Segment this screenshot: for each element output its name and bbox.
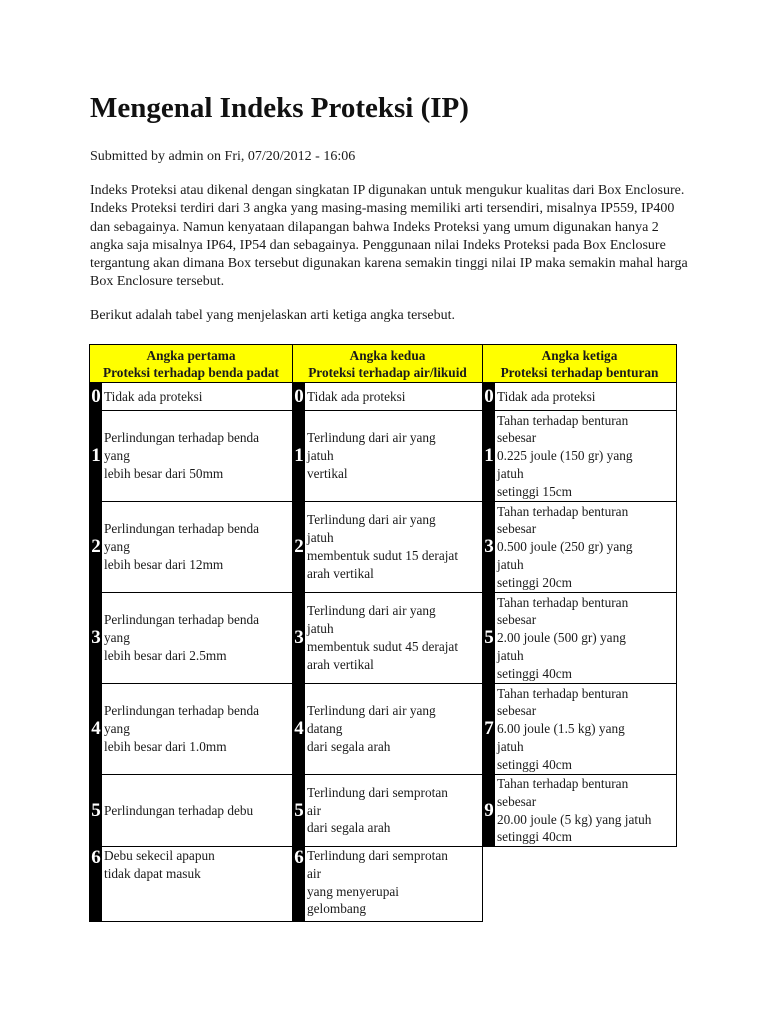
description-line: setinggi 40cm bbox=[497, 665, 572, 681]
cell-content bbox=[293, 411, 482, 501]
impact-protection-cell bbox=[483, 502, 677, 593]
table-row bbox=[90, 502, 677, 593]
header-first-digit bbox=[90, 345, 293, 383]
description-line: 0.225 joule (150 gr) yang bbox=[497, 448, 633, 464]
impact-protection-cell bbox=[483, 684, 677, 775]
cell-content bbox=[90, 847, 292, 921]
cell-content bbox=[483, 775, 676, 846]
description-line: Terlindung dari semprotan bbox=[307, 784, 448, 800]
digit-badge: 0 bbox=[483, 383, 495, 410]
digit-badge: 1 bbox=[293, 411, 305, 501]
cell-content bbox=[483, 411, 676, 501]
digit-badge: 3 bbox=[90, 593, 102, 683]
liquid-protection-cell bbox=[293, 383, 483, 411]
digit-badge: 1 bbox=[483, 411, 495, 501]
description-line: Perlindungan terhadap benda bbox=[104, 612, 260, 628]
description-line: jatuh bbox=[497, 738, 524, 754]
description-line: Terlindung dari air yang bbox=[307, 703, 436, 719]
description-line: Terlindung dari air yang bbox=[307, 603, 436, 619]
description bbox=[102, 502, 292, 592]
description-line: setinggi 40cm bbox=[497, 829, 572, 845]
description-line: Perlindungan terhadap benda bbox=[104, 703, 260, 719]
description-line: membentuk sudut 15 derajat bbox=[307, 548, 459, 563]
description-line: jatuh bbox=[497, 465, 524, 481]
table-lead-text: Berikut adalah tabel yang menjelaskan arti ketiga angka tersebut. bbox=[90, 308, 456, 323]
liquid-protection-cell bbox=[293, 684, 483, 775]
description-line: setinggi 40cm bbox=[497, 756, 572, 772]
empty-cell bbox=[483, 847, 677, 922]
description bbox=[305, 383, 482, 410]
digit-badge: 5 bbox=[90, 775, 102, 846]
description-line: sebesar bbox=[497, 430, 537, 446]
cell-content bbox=[293, 684, 482, 774]
digit-badge: 6 bbox=[293, 847, 305, 921]
description-line: tidak dapat masuk bbox=[104, 865, 201, 881]
digit-badge: 6 bbox=[90, 847, 102, 921]
description-line: dari segala arah bbox=[307, 820, 391, 836]
description-line: Tidak ada proteksi bbox=[307, 388, 406, 404]
cell-content bbox=[90, 383, 292, 410]
cell-content bbox=[293, 847, 482, 921]
digit-badge: 3 bbox=[483, 502, 495, 592]
description bbox=[495, 593, 676, 683]
table-row bbox=[90, 847, 677, 922]
impact-protection-cell bbox=[483, 383, 677, 411]
digit-badge: 4 bbox=[90, 684, 102, 774]
description-line: setinggi 15cm bbox=[497, 483, 572, 499]
digit-badge: 2 bbox=[90, 502, 102, 592]
description-line: Debu sekecil apapun bbox=[104, 848, 215, 863]
table-row bbox=[90, 684, 677, 775]
description-line: jatuh bbox=[307, 621, 334, 637]
table-row bbox=[90, 383, 677, 411]
description-line: sebesar bbox=[497, 612, 537, 628]
description-line: 2.00 joule (500 gr) yang bbox=[497, 630, 626, 646]
solid-protection-cell bbox=[90, 775, 293, 847]
description bbox=[102, 684, 292, 774]
cell-content bbox=[483, 593, 676, 683]
description-line: Tidak ada proteksi bbox=[497, 388, 596, 404]
cell-content bbox=[90, 684, 292, 774]
liquid-protection-cell bbox=[293, 775, 483, 847]
description-line: jatuh bbox=[497, 556, 524, 572]
description bbox=[495, 502, 676, 592]
description-line: vertikal bbox=[307, 465, 348, 481]
description-line: Tahan terhadap benturan bbox=[497, 503, 629, 519]
description-line: yang menyerupai bbox=[307, 883, 399, 899]
description-line: lebih besar dari 1.0mm bbox=[104, 738, 227, 754]
digit-badge: 1 bbox=[90, 411, 102, 501]
description-line: air bbox=[307, 802, 322, 818]
description-line: lebih besar dari 2.5mm bbox=[104, 647, 227, 663]
description-line: Tahan terhadap benturan bbox=[497, 775, 629, 791]
description bbox=[305, 775, 482, 846]
description-line: Terlindung dari air yang bbox=[307, 430, 436, 446]
page-title: Mengenal Indeks Proteksi (IP) bbox=[90, 92, 469, 124]
digit-badge: 0 bbox=[90, 383, 102, 410]
description bbox=[102, 775, 292, 846]
description-line: sebesar bbox=[497, 793, 537, 809]
cell-content bbox=[293, 383, 482, 410]
description-line: Terlindung dari semprotan bbox=[307, 848, 448, 863]
description-line: 6.00 joule (1.5 kg) yang bbox=[497, 721, 625, 737]
header-subtitle: Proteksi terhadap air/likuid bbox=[308, 365, 467, 380]
description-line: Tahan terhadap benturan bbox=[497, 685, 629, 701]
solid-protection-cell bbox=[90, 593, 293, 684]
intro-paragraph: Indeks Proteksi atau dikenal dengan singkatan IP digunakan untuk mengukur kualitas dari Box Enclosure. Indeks Proteksi terdiri dari 3 angka yang masing-masing memiliki arti tersendiri, misalnya IP559, IP400 dan sebagainya. Namun kenyataan dilapangan bahwa Indeks Proteksi yang umum digunakan hanya 2 angka saja misalnya IP64, IP54 dan sebagainya. Penggunaan nilai Indeks Proteksi pada Box Enclosure tergantung akan dimana Box tersebut digunakan karena semakin tinggi nilai IP maka semakin mahal harga Box Enclosure tersebut. bbox=[90, 183, 688, 290]
table-row bbox=[90, 593, 677, 684]
description bbox=[305, 502, 482, 592]
description bbox=[102, 383, 292, 410]
cell-content bbox=[90, 593, 292, 683]
cell-content bbox=[483, 383, 676, 410]
header-subtitle: Proteksi terhadap benda padat bbox=[103, 365, 279, 380]
description-line: Tahan terhadap benturan bbox=[497, 412, 629, 428]
liquid-protection-cell bbox=[293, 593, 483, 684]
description bbox=[102, 593, 292, 683]
submitted-info: Submitted by admin on Fri, 07/20/2012 - 16:06 bbox=[90, 149, 356, 164]
description-line: jatuh bbox=[307, 530, 334, 546]
cell-content bbox=[90, 502, 292, 592]
table-row bbox=[90, 411, 677, 502]
description-line: gelombang bbox=[307, 901, 367, 917]
description-line: jatuh bbox=[307, 448, 334, 464]
table-header-row bbox=[90, 345, 677, 383]
description-line: dari segala arah bbox=[307, 738, 391, 754]
header-subtitle: Proteksi terhadap benturan bbox=[500, 365, 659, 380]
description-line: air bbox=[307, 865, 322, 881]
description-line: jatuh bbox=[497, 647, 524, 663]
liquid-protection-cell bbox=[293, 411, 483, 502]
cell-content bbox=[90, 775, 292, 846]
digit-badge: 0 bbox=[293, 383, 305, 410]
description bbox=[495, 383, 676, 410]
impact-protection-cell bbox=[483, 411, 677, 502]
description-line: Tidak ada proteksi bbox=[104, 388, 203, 404]
header-title: Angka kedua bbox=[349, 348, 426, 363]
description bbox=[102, 847, 292, 921]
digit-badge: 5 bbox=[483, 593, 495, 683]
cell-content bbox=[293, 775, 482, 846]
header-title: Angka ketiga bbox=[541, 348, 618, 363]
table-body bbox=[90, 383, 677, 922]
description-line: yang bbox=[104, 630, 130, 646]
description-line: membentuk sudut 45 derajat bbox=[307, 639, 459, 654]
description-line: lebih besar dari 50mm bbox=[104, 465, 224, 481]
impact-protection-cell bbox=[483, 593, 677, 684]
table-row bbox=[90, 775, 677, 847]
description-line: yang bbox=[104, 448, 130, 464]
header-third-digit bbox=[483, 345, 677, 383]
description-line: yang bbox=[104, 539, 130, 555]
description bbox=[305, 593, 482, 683]
description-line: lebih besar dari 12mm bbox=[104, 556, 224, 572]
description-line: Perlindungan terhadap benda bbox=[104, 430, 260, 446]
digit-badge: 9 bbox=[483, 775, 495, 846]
header-title: Angka pertama bbox=[146, 348, 236, 363]
ip-table bbox=[89, 344, 677, 922]
description-line: sebesar bbox=[497, 703, 537, 719]
header-second-digit bbox=[293, 345, 483, 383]
cell-content bbox=[483, 684, 676, 774]
solid-protection-cell bbox=[90, 684, 293, 775]
solid-protection-cell bbox=[90, 383, 293, 411]
description-line: sebesar bbox=[497, 521, 537, 537]
description-line: 0.500 joule (250 gr) yang bbox=[497, 539, 633, 555]
cell-content bbox=[483, 502, 676, 592]
liquid-protection-cell bbox=[293, 847, 483, 922]
description bbox=[102, 411, 292, 501]
solid-protection-cell bbox=[90, 411, 293, 502]
description-line: Perlindungan terhadap benda bbox=[104, 521, 260, 537]
impact-protection-cell bbox=[483, 775, 677, 847]
description bbox=[305, 847, 482, 921]
digit-badge: 3 bbox=[293, 593, 305, 683]
description bbox=[495, 411, 676, 501]
cell-content bbox=[293, 502, 482, 592]
description bbox=[305, 684, 482, 774]
digit-badge: 7 bbox=[483, 684, 495, 774]
description-line: setinggi 20cm bbox=[497, 574, 572, 590]
cell-content bbox=[90, 411, 292, 501]
description-line: Terlindung dari air yang bbox=[307, 512, 436, 528]
description-line: Tahan terhadap benturan bbox=[497, 594, 629, 610]
description bbox=[495, 684, 676, 774]
solid-protection-cell bbox=[90, 502, 293, 593]
digit-badge: 5 bbox=[293, 775, 305, 846]
liquid-protection-cell bbox=[293, 502, 483, 593]
description-line: 20.00 joule (5 kg) yang jatuh bbox=[497, 811, 652, 827]
description-line: Perlindungan terhadap debu bbox=[104, 802, 254, 818]
description-line: yang bbox=[104, 721, 130, 737]
description-line: arah vertikal bbox=[307, 565, 374, 581]
solid-protection-cell bbox=[90, 847, 293, 922]
digit-badge: 2 bbox=[293, 502, 305, 592]
digit-badge: 4 bbox=[293, 684, 305, 774]
cell-content bbox=[293, 593, 482, 683]
description-line: arah vertikal bbox=[307, 656, 374, 672]
description-line: datang bbox=[307, 721, 343, 737]
description bbox=[495, 775, 676, 846]
description bbox=[305, 411, 482, 501]
